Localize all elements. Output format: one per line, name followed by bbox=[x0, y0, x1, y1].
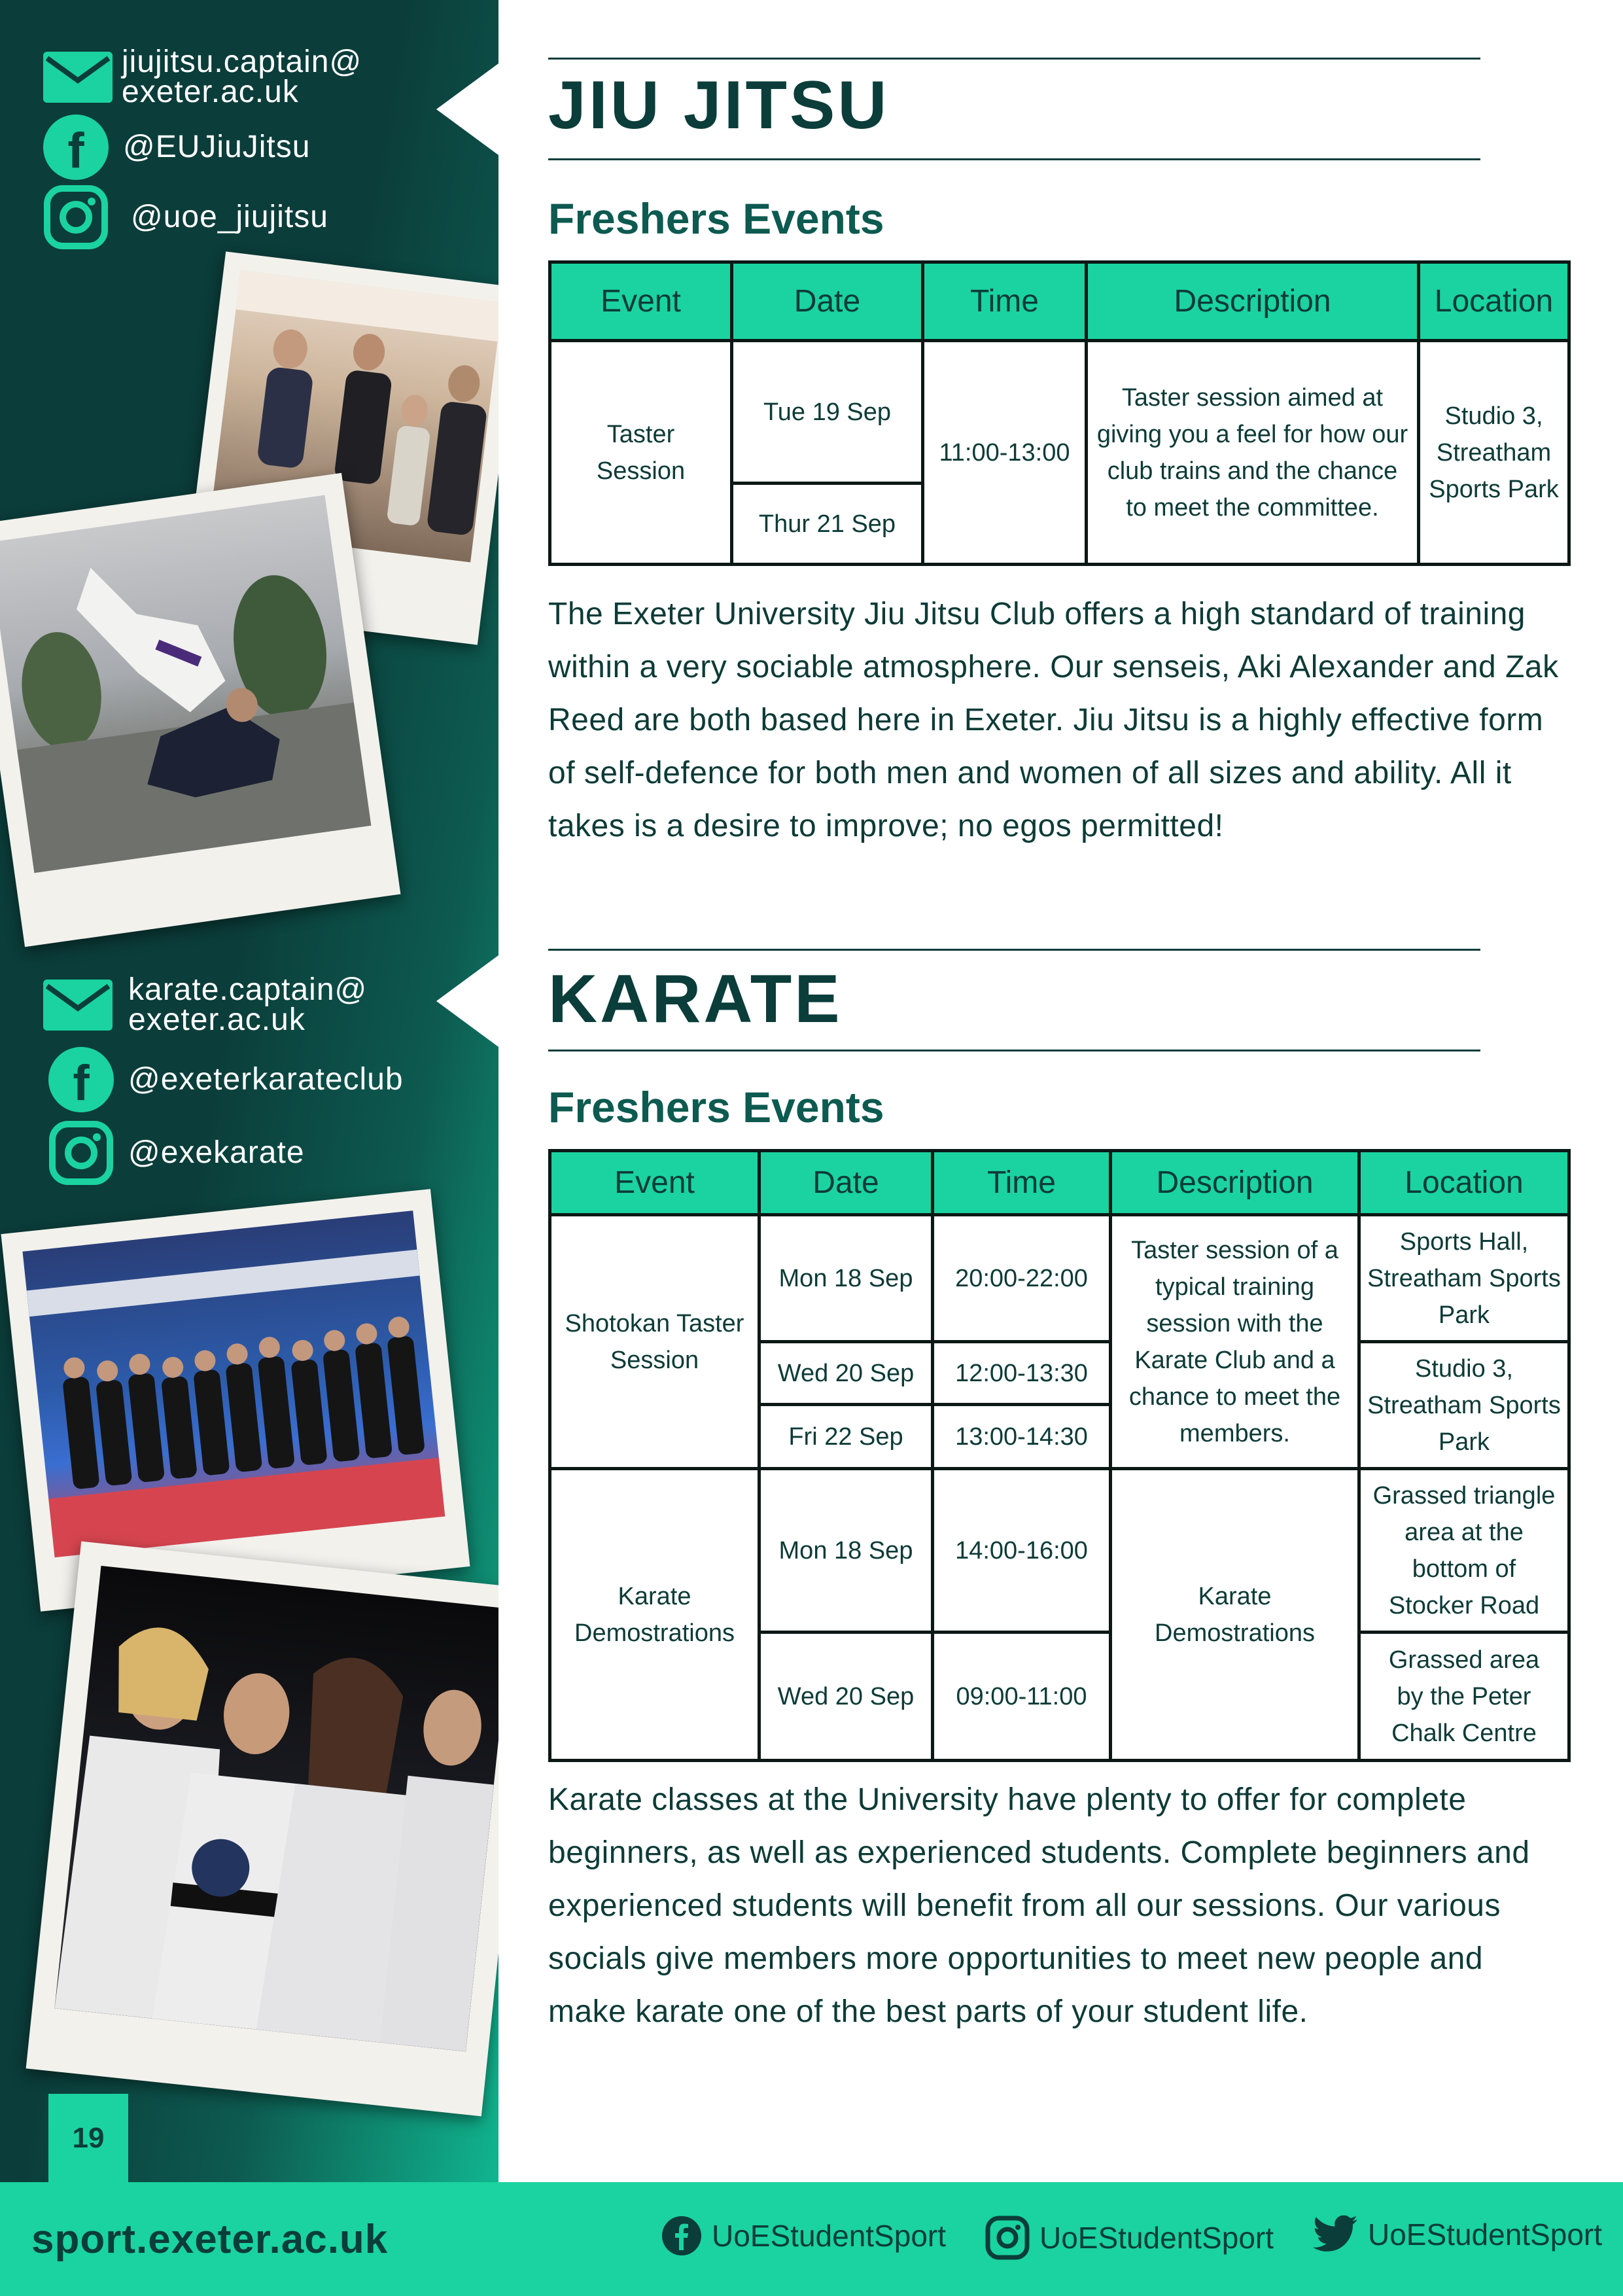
date-cell: Wed 20 Sep bbox=[759, 1633, 933, 1761]
instagram-icon bbox=[48, 1120, 114, 1186]
footer-facebook-handle: UoEStudentSport bbox=[712, 2219, 947, 2253]
facebook-icon: f bbox=[43, 115, 109, 180]
header-description: Description bbox=[1111, 1151, 1359, 1215]
karate-email-contact[interactable] bbox=[43, 972, 368, 1037]
footer-twitter-link[interactable] bbox=[1312, 2215, 1602, 2254]
jiujitsu-instagram-contact[interactable] bbox=[43, 185, 328, 250]
karate-email-line1: karate.captain@ bbox=[128, 972, 368, 1007]
jiujitsu-email-line2: exeter.ac.uk bbox=[122, 75, 299, 109]
karate-events-table bbox=[548, 1149, 1571, 1762]
facebook-icon: f bbox=[48, 1047, 114, 1112]
table-header-row bbox=[550, 1151, 1569, 1215]
header-date: Date bbox=[732, 262, 923, 341]
instagram-icon bbox=[43, 185, 109, 250]
time-cell: 12:00-13:30 bbox=[933, 1342, 1111, 1405]
table-header-row bbox=[550, 262, 1569, 341]
header-event: Event bbox=[550, 1151, 759, 1215]
twitter-icon bbox=[1312, 2215, 1359, 2254]
karate-photo-frame-2 bbox=[26, 1542, 498, 2117]
jiujitsu-notch bbox=[436, 63, 498, 155]
header-time: Time bbox=[923, 262, 1087, 341]
karate-team-photo bbox=[22, 1210, 445, 1557]
jiujitsu-email-contact[interactable] bbox=[43, 44, 362, 109]
karate-photo-frame-1 bbox=[1, 1189, 470, 1612]
table-row bbox=[550, 1215, 1569, 1342]
jiujitsu-title: JIU JITSU bbox=[548, 67, 890, 143]
karate-notch bbox=[436, 955, 498, 1047]
jiujitsu-facebook-handle: @EUJiuJitsu bbox=[123, 130, 311, 164]
time-cell: 09:00-11:00 bbox=[933, 1633, 1111, 1761]
karate-paragraph: Karate classes at the University have plenty to offer for complete beginners, as well as experienced students. Complete beginners and experienced students will benefit from all our sessions. Our various socials give members more opportunities to meet new people and make karate one of the best parts of your student life. bbox=[548, 1782, 1530, 2029]
time-cell: 14:00-16:00 bbox=[933, 1469, 1111, 1633]
jiujitsu-email-line1: jiujitsu.captain@ bbox=[122, 44, 362, 79]
description-cell: Karate Demostrations bbox=[1111, 1469, 1359, 1761]
mail-icon bbox=[43, 980, 113, 1031]
jiujitsu-events-table bbox=[548, 260, 1571, 566]
footer-twitter-handle: UoEStudentSport bbox=[1368, 2217, 1603, 2252]
date-cell: Mon 18 Sep bbox=[759, 1469, 933, 1633]
karate-top-rule bbox=[548, 949, 1480, 951]
header-date: Date bbox=[759, 1151, 933, 1215]
location-cell: Grassed triangle area at the bottom of Stocker Road bbox=[1359, 1469, 1569, 1633]
header-event: Event bbox=[550, 262, 732, 341]
karate-facebook-contact[interactable] bbox=[48, 1047, 404, 1112]
karate-title: KARATE bbox=[548, 961, 843, 1037]
header-description: Description bbox=[1087, 262, 1419, 341]
karate-instagram-contact[interactable] bbox=[48, 1120, 305, 1186]
time-cell: 20:00-22:00 bbox=[933, 1215, 1111, 1342]
karate-instagram-handle: @exekarate bbox=[128, 1135, 305, 1170]
sidebar bbox=[0, 0, 498, 2182]
karate-gi-photo bbox=[54, 1566, 498, 2051]
footer-instagram-handle: UoEStudentSport bbox=[1039, 2221, 1274, 2255]
description-cell: Taster session aimed at giving you a feel for how our club trains and the chance to meet the committee. bbox=[1087, 341, 1419, 565]
footer bbox=[0, 2182, 1623, 2296]
date-cell: Fri 22 Sep bbox=[759, 1405, 933, 1469]
header-location: Location bbox=[1419, 262, 1569, 341]
date-cell: Tue 19 Sep bbox=[732, 341, 923, 484]
header-time: Time bbox=[933, 1151, 1111, 1215]
date-cell: Wed 20 Sep bbox=[759, 1342, 933, 1405]
event-cell: Karate Demostrations bbox=[550, 1469, 759, 1761]
jiujitsu-photo-frame-2 bbox=[0, 473, 400, 947]
table-row bbox=[550, 1469, 1569, 1633]
event-cell: Taster Session bbox=[550, 341, 732, 565]
footer-instagram-link[interactable] bbox=[985, 2215, 1274, 2261]
location-cell: Studio 3, Streatham Sports Park bbox=[1419, 341, 1569, 565]
jiujitsu-throw-photo bbox=[0, 495, 371, 873]
description-cell: Taster session of a typical training session with the Karate Club and a chance to meet the members. bbox=[1111, 1215, 1359, 1469]
time-cell: 11:00-13:00 bbox=[923, 341, 1087, 565]
jiujitsu-facebook-contact[interactable] bbox=[43, 115, 310, 180]
jiujitsu-instagram-handle: @uoe_jiujitsu bbox=[131, 200, 328, 234]
footer-facebook-link[interactable] bbox=[661, 2215, 946, 2257]
table-row bbox=[550, 341, 1569, 484]
page-number: 19 bbox=[48, 2094, 128, 2182]
time-cell: 13:00-14:30 bbox=[933, 1405, 1111, 1469]
instagram-icon bbox=[985, 2215, 1030, 2261]
header-location: Location bbox=[1359, 1151, 1569, 1215]
date-cell: Thur 21 Sep bbox=[732, 484, 923, 565]
karate-facebook-handle: @exeterkarateclub bbox=[128, 1062, 404, 1097]
mail-icon bbox=[43, 52, 113, 103]
karate-email-line2: exeter.ac.uk bbox=[128, 1002, 305, 1037]
jiujitsu-top-rule bbox=[548, 58, 1480, 60]
event-cell: Shotokan Taster Session bbox=[550, 1215, 759, 1469]
location-cell: Sports Hall, Streatham Sports Park bbox=[1359, 1215, 1569, 1342]
jiujitsu-paragraph: The Exeter University Jiu Jitsu Club offers a high standard of training within a very sociable atmosphere. Our senseis, Aki Alexander and Zak Reed are both based here in Exeter. Jiu Jitsu is a highly effective form of self-defence for both men and women of all sizes and ability. All it takes is a desire to improve; no egos permitted! bbox=[548, 597, 1559, 843]
location-cell: Studio 3, Streatham Sports Park bbox=[1359, 1342, 1569, 1469]
karate-events-heading: Freshers Events bbox=[548, 1083, 884, 1131]
location-cell: Grassed area by the Peter Chalk Centre bbox=[1359, 1633, 1569, 1761]
karate-bottom-rule bbox=[548, 1050, 1480, 1051]
date-cell: Mon 18 Sep bbox=[759, 1215, 933, 1342]
jiujitsu-events-heading: Freshers Events bbox=[548, 194, 884, 243]
facebook-icon bbox=[661, 2215, 703, 2257]
jiujitsu-bottom-rule bbox=[548, 158, 1480, 160]
website-link[interactable]: sport.exeter.ac.uk bbox=[31, 2217, 389, 2262]
